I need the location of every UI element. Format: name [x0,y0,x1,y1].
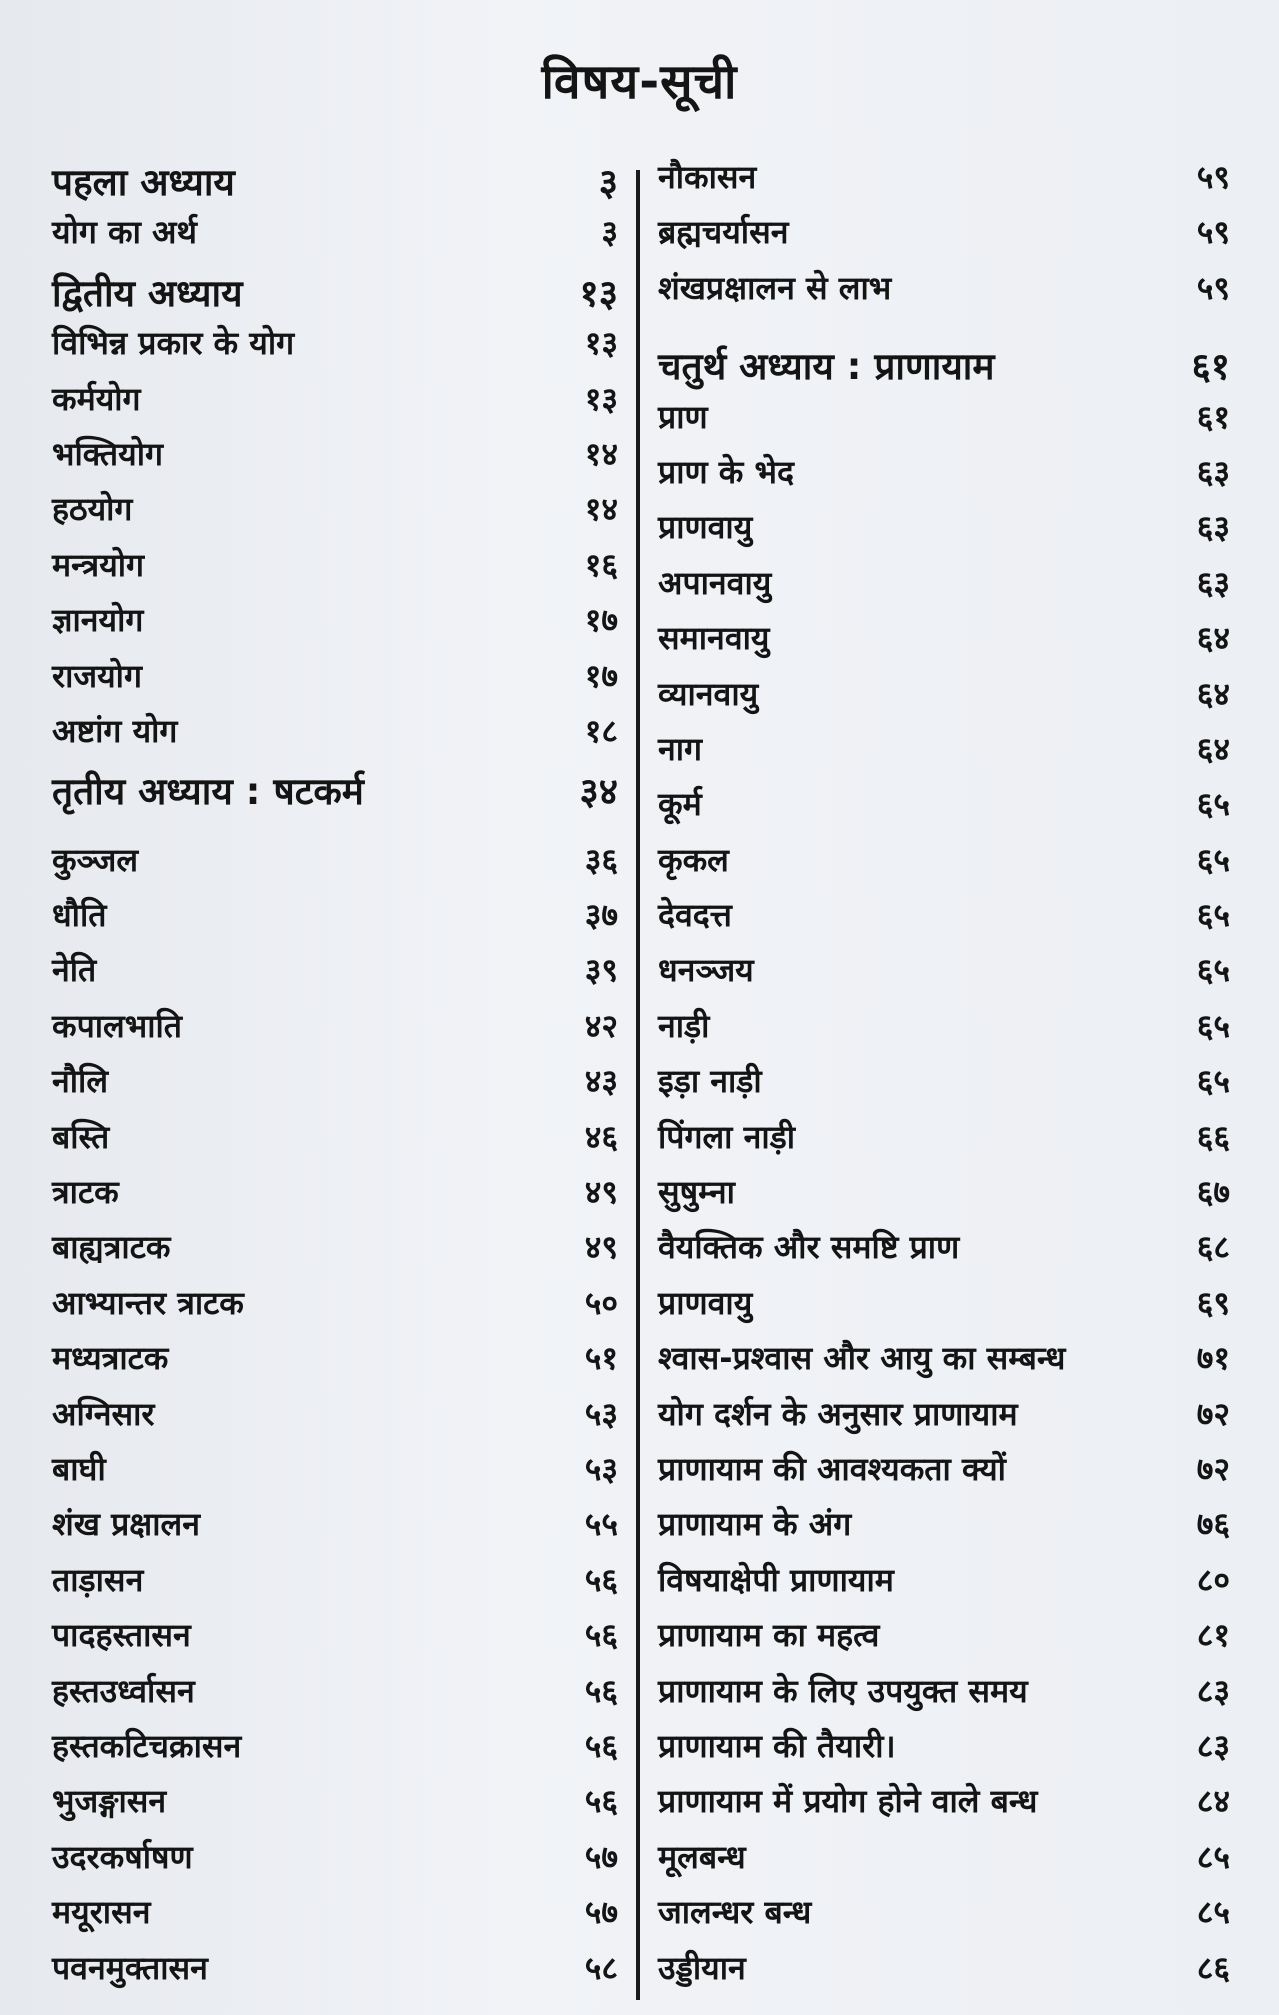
toc-page-number: ५९ [1196,213,1230,252]
toc-chapter-heading [52,266,618,321]
toc-entry-label: प्राण [658,397,708,436]
toc-page-number: ५८ [584,1948,618,1987]
toc-page-number: ६८ [1196,1228,1230,1267]
toc-entry [658,1059,1230,1114]
toc-entry-label: शंख प्रक्षालन [52,1505,200,1544]
toc-entry-label: बाघी [52,1449,106,1488]
toc-page-number: १४ [584,434,618,473]
toc-page-number: ५१ [584,1339,618,1378]
toc-entry [52,838,618,893]
toc-page-number: ६५ [1196,785,1230,824]
toc-entry [52,1946,618,2001]
toc-entry [658,1835,1230,1890]
toc-entry-label: मूलबन्ध [658,1837,746,1876]
toc-page-number: ६५ [1196,951,1230,990]
toc-entry [658,1392,1230,1447]
toc-entry-label: मयूरासन [52,1893,151,1932]
toc-entry [658,782,1230,837]
toc-entry-label: वैयक्तिक और समष्टि प्राण [658,1228,960,1267]
toc-entry [52,1004,618,1059]
toc-page-number: १७ [584,601,618,640]
toc-entry-label: कपालभाति [52,1006,183,1045]
toc-entry-label: पादहस्तासन [52,1616,191,1655]
toc-entry-label: सुषुम्ना [658,1173,735,1212]
toc-entry [658,838,1230,893]
toc-page-number: ६४ [1196,674,1230,713]
toc-entry-label: विभिन्न प्रकार के योग [52,324,295,363]
toc-page-number: ६३ [1196,563,1230,602]
toc-page-number: ३७ [584,896,618,935]
toc-page-number: ४६ [584,1117,618,1156]
toc-entry [52,1835,618,1890]
toc-page-number: ३ [598,161,618,204]
toc-entry-label: भुजङ्गासन [52,1782,167,1821]
toc-entry-label: प्राणायाम के अंग [658,1505,852,1544]
toc-entry [52,1170,618,1225]
toc-page-number: ४९ [584,1228,618,1267]
toc-entry-label: नाड़ी [658,1006,710,1045]
toc-entry [658,450,1230,505]
toc-entry-label: प्राणायाम की तैयारी। [658,1726,896,1765]
toc-page-number: ८० [1196,1560,1230,1599]
toc-entry [658,395,1230,450]
toc-entry-label: इड़ा नाड़ी [658,1062,762,1101]
toc-entry [658,1170,1230,1225]
toc-page-number: ३९ [584,951,618,990]
toc-entry-label: योग का अर्थ [52,213,197,252]
toc-entry-label: योग दर्शन के अनुसार प्राणायाम [658,1394,1018,1433]
toc-entry [52,1281,618,1336]
toc-entry [52,1502,618,1557]
toc-page-number: ६१ [1196,397,1230,436]
toc-page-number: १७ [584,656,618,695]
toc-entry-label: देवदत्त [658,896,732,935]
toc-entry [658,1502,1230,1557]
toc-entry-label: द्वितीय अध्याय [52,271,243,315]
toc-entry-label: उड्डीयान [658,1948,746,1987]
toc-page-number: ८५ [1196,1837,1230,1876]
toc-entry [658,616,1230,671]
toc-page-number: ५५ [584,1505,618,1544]
toc-entry [52,1779,618,1834]
toc-entry [658,1558,1230,1613]
toc-entry [52,1059,618,1114]
toc-page-number: ६४ [1196,729,1230,768]
toc-entry [658,1724,1230,1779]
toc-entry-label: विषयाक्षेपी प्राणायाम [658,1560,894,1599]
toc-entry [658,1281,1230,1336]
toc-entry [52,1447,618,1502]
toc-entry [52,654,618,709]
toc-left-column [52,155,618,2001]
toc-page-number: ६९ [1196,1283,1230,1322]
toc-page-number: ६५ [1196,1062,1230,1101]
toc-page-number: ७२ [1196,1394,1230,1433]
toc-entry-label: कर्मयोग [52,379,141,418]
toc-entry-label: व्यानवायु [658,674,759,713]
toc-entry-label: हस्तकटिचक्रासन [52,1726,242,1765]
toc-page-number: ६३ [1196,508,1230,547]
toc-entry [52,709,618,764]
toc-page-number: ६५ [1196,1006,1230,1045]
toc-entry [52,948,618,1003]
toc-page-number: १३ [584,379,618,418]
toc-entry-label: अग्निसार [52,1394,155,1433]
toc-entry-label: हस्तउर्ध्वासन [52,1671,195,1710]
toc-entry [658,505,1230,560]
toc-entry [52,377,618,432]
toc-entry [658,672,1230,727]
toc-entry [52,210,618,265]
toc-entry-label: अष्टांग योग [52,711,178,750]
toc-entry-label: बस्ति [52,1117,110,1156]
toc-entry-label: नाग [658,729,703,768]
toc-page-number: ४३ [584,1062,618,1101]
toc-page-number: ५३ [584,1394,618,1433]
toc-entry-label: कूर्म [658,785,702,824]
toc-page-number: ५७ [584,1837,618,1876]
toc-entry-label: पिंगला नाड़ी [658,1117,796,1156]
toc-page-number: ४२ [584,1006,618,1045]
toc-entry [52,1336,618,1391]
toc-entry-label: पहला अध्याय [52,161,235,204]
toc-entry-label: नौकासन [658,158,757,196]
toc-entry [658,266,1230,321]
toc-page-number: ५९ [1196,268,1230,307]
toc-entry-label: त्राटक [52,1173,119,1212]
toc-page-number: ५६ [584,1671,618,1710]
toc-entry [52,1613,618,1668]
toc-entry [52,1392,618,1447]
toc-entry-label: नौलि [52,1062,109,1101]
toc-page-number: ५६ [584,1616,618,1655]
toc-entry [52,598,618,653]
page-title: विषय-सूची [541,54,738,110]
toc-page-number: ८१ [1196,1616,1230,1655]
toc-page-number: ७२ [1196,1449,1230,1488]
toc-entry-label: ब्रह्मचर्यासन [658,213,789,252]
toc-entry-label: मन्त्रयोग [52,545,145,584]
toc-page-number: ५६ [584,1560,618,1599]
toc-page-number: १३ [584,324,618,363]
toc-page-number: ६५ [1196,896,1230,935]
toc-entry-label: धनञ्जय [658,951,754,990]
toc-entry [52,432,618,487]
toc-entry-label: भक्तियोग [52,434,164,473]
toc-page-number: ५९ [1196,158,1230,196]
toc-entry [658,893,1230,948]
toc-entry [658,561,1230,616]
toc-entry [52,1724,618,1779]
toc-entry [52,1890,618,1945]
toc-entry [658,210,1230,265]
toc-entry [658,1946,1230,2001]
toc-entry-label: कृकल [658,840,729,879]
toc-page-number: १३ [579,271,618,315]
toc-entry-label: पवनमुक्तासन [52,1948,208,1987]
toc-entry-label: श्वास-प्रश्वास और आयु का सम्बन्ध [658,1339,1066,1378]
toc-entry-label: राजयोग [52,656,142,695]
toc-entry-label: अपानवायु [658,563,772,602]
toc-entry [52,1669,618,1724]
toc-chapter-heading [52,764,618,819]
toc-entry-label: जालन्धर बन्ध [658,1893,812,1932]
toc-entry-label: बाह्यत्राटक [52,1228,171,1267]
toc-entry [658,727,1230,782]
toc-page-number: ५७ [584,1893,618,1932]
toc-entry-label: समानवायु [658,619,770,658]
toc-page-number: ४९ [584,1173,618,1212]
toc-entry [52,1115,618,1170]
toc-page-number: ८३ [1196,1726,1230,1765]
toc-page-number: ६४ [1196,619,1230,658]
toc-page-number: ७६ [1196,1505,1230,1544]
toc-page-number: ६७ [1196,1173,1230,1212]
toc-page-number: ५६ [584,1726,618,1765]
toc-entry [658,155,1230,210]
toc-entry [52,321,618,376]
toc-page-number: ८५ [1196,1893,1230,1932]
toc-page-number: ८३ [1196,1671,1230,1710]
toc-entry [658,1779,1230,1834]
toc-entry-label: उदरकर्षाषण [52,1837,193,1876]
toc-right-column [658,155,1230,2001]
toc-chapter-heading [658,339,1230,394]
toc-entry [658,1004,1230,1059]
toc-entry-label: कुञ्जल [52,840,139,879]
toc-page-number: ८६ [1196,1948,1230,1987]
toc-page-number: १८ [584,711,618,750]
toc-page-number: ५३ [584,1449,618,1488]
toc-entry [52,1225,618,1280]
toc-entry-label: प्राणायाम का महत्व [658,1616,880,1655]
toc-entry [658,1225,1230,1280]
toc-page-number: ३ [601,213,618,252]
toc-chapter-heading [52,155,618,210]
toc-page-number: ३४ [579,770,618,814]
toc-entry-label: नेति [52,951,97,990]
toc-entry-label: प्राणवायु [658,1283,753,1322]
toc-entry [658,1613,1230,1668]
toc-page-number: ३६ [584,840,618,879]
toc-entry [658,1890,1230,1945]
toc-entry-label: धौति [52,896,107,935]
toc-entry-label: चतुर्थ अध्याय : प्राणायाम [658,345,995,389]
toc-page-number: ५० [584,1283,618,1322]
toc-entry [52,487,618,542]
toc-entry-label: प्राण के भेद [658,452,794,491]
toc-entry [658,1447,1230,1502]
toc-entry-label: प्राणायाम की आवश्यकता क्यों [658,1449,1006,1488]
toc-page-number: ६३ [1196,452,1230,491]
toc-page-number: ७१ [1196,1339,1230,1378]
toc-entry-label: शंखप्रक्षालन से लाभ [658,268,892,307]
toc-entry-label: प्राणायाम में प्रयोग होने वाले बन्ध [658,1782,1038,1821]
toc-entry [658,1336,1230,1391]
column-divider [636,170,640,2000]
toc-entry [658,1669,1230,1724]
toc-page-number: ६१ [1191,345,1230,389]
toc-page-number: ६६ [1196,1117,1230,1156]
toc-entry [52,1558,618,1613]
toc-entry [658,1115,1230,1170]
toc-page-number: ५६ [584,1782,618,1821]
toc-entry [52,543,618,598]
toc-entry-label: आभ्यान्तर त्राटक [52,1283,244,1322]
toc-page-number: ६५ [1196,840,1230,879]
toc-page-number: १६ [584,545,618,584]
toc-entry-label: प्राणवायु [658,508,753,547]
toc-entry-label: ताड़ासन [52,1560,144,1599]
toc-entry-label: तृतीय अध्याय : षटकर्म [52,770,364,814]
toc-page-number: ८४ [1196,1782,1230,1821]
toc-entry-label: ज्ञानयोग [52,601,144,640]
toc-entry-label: हठयोग [52,490,133,529]
toc-entry-label: मध्यत्राटक [52,1339,169,1378]
toc-page-number: १४ [584,490,618,529]
toc-entry-label: प्राणायाम के लिए उपयुक्त समय [658,1671,1028,1710]
toc-entry [52,893,618,948]
toc-entry [658,948,1230,1003]
